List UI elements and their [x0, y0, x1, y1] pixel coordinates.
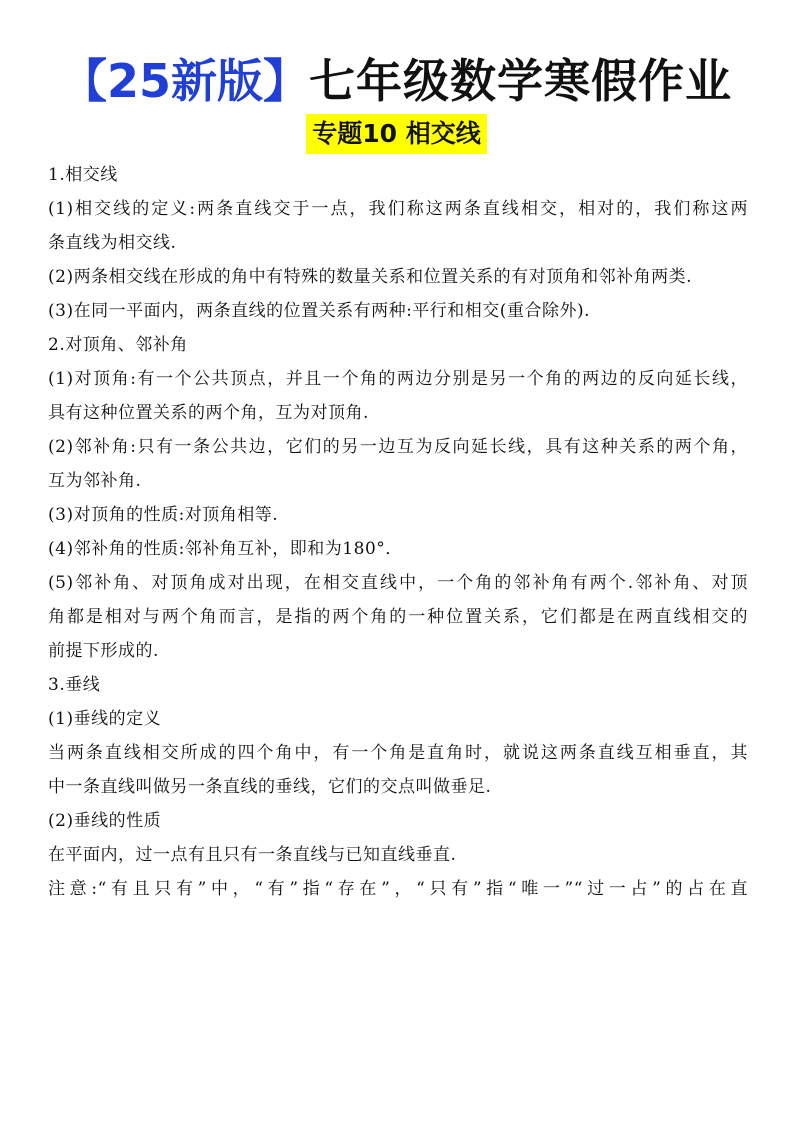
section-heading: 2.对顶角、邻补角 — [48, 335, 188, 355]
paragraph-line: 当两条直线相交所成的四个角中，有一个角是直角时，就说这两条直线互相垂直，其 — [48, 743, 748, 763]
paragraph-line: (1)相交线的定义:两条直线交于一点，我们称这两条直线相交，相对的，我们称这两 — [48, 199, 748, 219]
paragraph-line: 角都是相对与两个角而言，是指的两个角的一种位置关系，它们都是在两直线相交的 — [48, 607, 748, 627]
subtitle-row — [0, 114, 793, 154]
paragraph-line: (2)两条相交线在形成的角中有特殊的数量关系和位置关系的有对顶角和邻补角两类. — [48, 267, 692, 287]
paragraph-line: 条直线为相交线. — [48, 233, 177, 253]
paragraph-line: 具有这种位置关系的两个角，互为对顶角. — [48, 403, 369, 423]
page-title: 七年级数学寒假作业 — [309, 54, 732, 108]
paragraph-line: 互为邻补角. — [48, 471, 142, 491]
paragraph-line: 在平面内，过一点有且只有一条直线与已知直线垂直. — [48, 845, 457, 865]
paragraph-line: 注意:“有且只有”中，“有”指“存在”，“只有”指“唯一”“过一占”的占在直 — [48, 879, 748, 899]
paragraph-line: (5)邻补角、对顶角成对出现，在相交直线中，一个角的邻补角有两个.邻补角、对顶 — [48, 573, 748, 593]
paragraph-line: (2)邻补角:只有一条公共边，它们的另一边互为反向延长线，具有这种关系的两个角， — [48, 437, 748, 457]
paragraph-line: (3)对顶角的性质:对顶角相等. — [48, 505, 279, 525]
topic-subtitle: 专题10 相交线 — [306, 114, 487, 154]
paragraph-line: (2)垂线的性质 — [48, 811, 162, 831]
document-body — [48, 158, 748, 906]
paragraph-line: 中一条直线叫做另一条直线的垂线，它们的交点叫做垂足. — [48, 777, 492, 797]
paragraph-line: (1)对顶角:有一个公共顶点，并且一个角的两边分别是另一个角的两边的反向延长线， — [48, 369, 748, 389]
section-heading: 3.垂线 — [48, 675, 101, 695]
section-heading: 1.相交线 — [48, 165, 118, 185]
edition-tag: 【25新版】 — [60, 54, 309, 108]
paragraph-line: (4)邻补角的性质:邻补角互补，即和为180°． — [48, 539, 403, 559]
paragraph-line: (1)垂线的定义 — [48, 709, 162, 729]
document-title — [0, 50, 793, 123]
paragraph-line: (3)在同一平面内，两条直线的位置关系有两种:平行和相交(重合除外). — [48, 301, 590, 321]
paragraph-line: 前提下形成的. — [48, 641, 159, 661]
